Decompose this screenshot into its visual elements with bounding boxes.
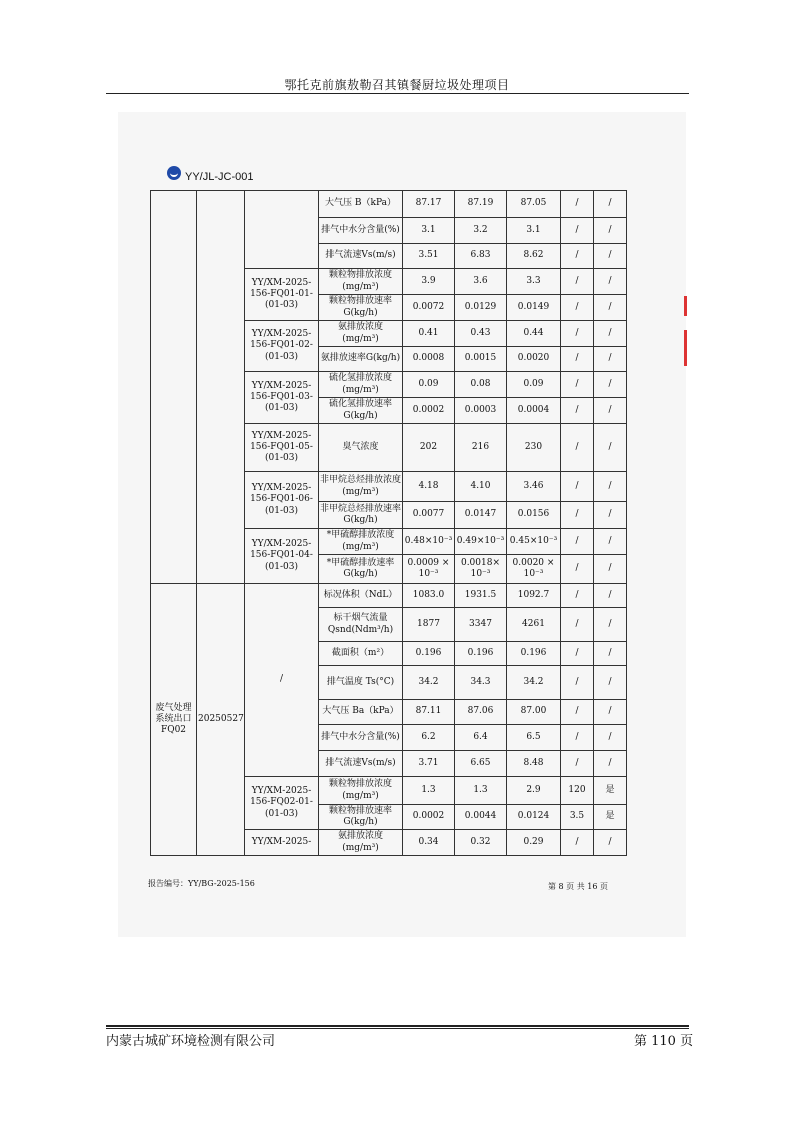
compliance-cell: / [594, 244, 627, 269]
compliance-cell: / [594, 642, 627, 666]
value-cell: 87.11 [403, 700, 455, 725]
limit-cell: / [561, 295, 594, 321]
limit-cell: / [561, 244, 594, 269]
value-cell: 4.18 [403, 472, 455, 502]
table-row [151, 191, 627, 218]
value-cell: 0.0020 × 10⁻³ [507, 555, 561, 584]
limit-cell: / [561, 398, 594, 424]
value-cell: 0.49×10⁻³ [455, 529, 507, 555]
compliance-cell: / [594, 398, 627, 424]
compliance-cell: / [594, 529, 627, 555]
compliance-cell: / [594, 372, 627, 398]
param-cell: 颗粒物排放速率G(kg/h) [319, 295, 403, 321]
compliance-cell: / [594, 584, 627, 608]
limit-cell: / [561, 700, 594, 725]
limit-cell: / [561, 218, 594, 244]
limit-cell: / [561, 608, 594, 642]
value-cell: 3.46 [507, 472, 561, 502]
value-cell: 0.0156 [507, 502, 561, 529]
param-cell: 排气中水分含量(%) [319, 218, 403, 244]
value-cell: 202 [403, 424, 455, 472]
table-row [151, 584, 627, 608]
compliance-cell: / [594, 555, 627, 584]
limit-cell: / [561, 751, 594, 777]
margin-stamp-mark [684, 330, 687, 366]
limit-cell: / [561, 830, 594, 856]
value-cell: 230 [507, 424, 561, 472]
limit-cell: / [561, 584, 594, 608]
compliance-cell: / [594, 725, 627, 751]
value-cell: 34.2 [403, 666, 455, 700]
value-cell: 0.0149 [507, 295, 561, 321]
value-cell: 6.83 [455, 244, 507, 269]
limit-cell: / [561, 321, 594, 347]
compliance-cell: / [594, 295, 627, 321]
footer-rule [106, 1025, 689, 1027]
param-cell: 颗粒物排放速率G(kg/h) [319, 805, 403, 830]
value-cell: 0.0124 [507, 805, 561, 830]
param-cell: 标干烟气流量Qsnd(Ndm³/h) [319, 608, 403, 642]
value-cell: 87.17 [403, 191, 455, 218]
sample-id-cell: YY/XM-2025-156-FQ01-05-(01-03) [245, 424, 319, 472]
value-cell: 0.0008 [403, 347, 455, 372]
compliance-cell: / [594, 751, 627, 777]
value-cell: 4261 [507, 608, 561, 642]
sample-id-cell: YY/XM-2025-156-FQ01-04-(01-03) [245, 529, 319, 584]
value-cell: 3.1 [507, 218, 561, 244]
compliance-cell: / [594, 347, 627, 372]
compliance-cell: / [594, 502, 627, 529]
param-cell: 颗粒物排放浓度(mg/m³) [319, 777, 403, 805]
value-cell: 6.2 [403, 725, 455, 751]
compliance-cell: / [594, 472, 627, 502]
value-cell: 6.4 [455, 725, 507, 751]
limit-cell: / [561, 555, 594, 584]
limit-cell: / [561, 725, 594, 751]
value-cell: 3.9 [403, 269, 455, 295]
compliance-cell: 是 [594, 805, 627, 830]
margin-stamp-mark [684, 296, 687, 316]
compliance-cell: / [594, 269, 627, 295]
value-cell: 3.6 [455, 269, 507, 295]
compliance-cell: 是 [594, 777, 627, 805]
value-cell: 87.05 [507, 191, 561, 218]
value-cell: 0.09 [403, 372, 455, 398]
value-cell: 8.62 [507, 244, 561, 269]
value-cell: 6.65 [455, 751, 507, 777]
value-cell: 0.09 [507, 372, 561, 398]
location-cell: 废气处理系统出口FQ02 [151, 584, 197, 856]
sample-id-cell: YY/XM-2025-156-FQ02-01-(01-03) [245, 777, 319, 830]
value-cell: 0.0072 [403, 295, 455, 321]
value-cell: 0.0147 [455, 502, 507, 529]
param-cell: 氨排放浓度(mg/m³) [319, 830, 403, 856]
param-cell: 氨排放浓度(mg/m³) [319, 321, 403, 347]
monitoring-data-table [150, 190, 627, 856]
param-cell: 排气中水分含量(%) [319, 725, 403, 751]
value-cell: 0.41 [403, 321, 455, 347]
value-cell: 3.51 [403, 244, 455, 269]
compliance-cell: / [594, 218, 627, 244]
param-cell: 排气流速Vs(m/s) [319, 244, 403, 269]
limit-cell: / [561, 269, 594, 295]
report-page-number: 第 8 页 共 16 页 [548, 882, 608, 891]
limit-cell: / [561, 529, 594, 555]
value-cell: 3.1 [403, 218, 455, 244]
compliance-cell: / [594, 191, 627, 218]
value-cell: 0.0077 [403, 502, 455, 529]
param-cell: 排气流速Vs(m/s) [319, 751, 403, 777]
value-cell: 0.29 [507, 830, 561, 856]
value-cell: 0.0003 [455, 398, 507, 424]
param-cell: 硫化氢排放浓度(mg/m³) [319, 372, 403, 398]
page-header: 鄂托克前旗敖勒召其镇餐厨垃圾处理项目 [284, 78, 510, 92]
value-cell: 1931.5 [455, 584, 507, 608]
location-cell [151, 191, 197, 584]
compliance-cell: / [594, 321, 627, 347]
value-cell: 1.3 [403, 777, 455, 805]
document-code: YY/JL-JC-001 [185, 171, 254, 183]
limit-cell: / [561, 666, 594, 700]
sample-id-cell: YY/XM-2025-156-FQ01-03-(01-03) [245, 372, 319, 424]
value-cell: 0.0002 [403, 398, 455, 424]
limit-cell: / [561, 502, 594, 529]
limit-cell: 3.5 [561, 805, 594, 830]
sample-id-cell: YY/XM-2025- [245, 830, 319, 856]
limit-cell: / [561, 372, 594, 398]
value-cell: 0.48×10⁻³ [403, 529, 455, 555]
compliance-cell: / [594, 608, 627, 642]
value-cell: 0.0129 [455, 295, 507, 321]
compliance-cell: / [594, 666, 627, 700]
param-cell: 氨排放速率G(kg/h) [319, 347, 403, 372]
value-cell: 216 [455, 424, 507, 472]
value-cell: 0.0004 [507, 398, 561, 424]
value-cell: 0.196 [455, 642, 507, 666]
param-cell: 大气压 B（kPa） [319, 191, 403, 218]
value-cell: 6.5 [507, 725, 561, 751]
value-cell: 0.43 [455, 321, 507, 347]
value-cell: 0.0020 [507, 347, 561, 372]
limit-cell: / [561, 191, 594, 218]
value-cell: 87.00 [507, 700, 561, 725]
sample-id-cell: YY/XM-2025-156-FQ01-01-(01-03) [245, 269, 319, 321]
param-cell: 排气温度 Ts(°C) [319, 666, 403, 700]
value-cell: 0.08 [455, 372, 507, 398]
value-cell: 34.2 [507, 666, 561, 700]
value-cell: 0.45×10⁻³ [507, 529, 561, 555]
limit-cell: / [561, 472, 594, 502]
value-cell: 0.44 [507, 321, 561, 347]
value-cell: 0.0002 [403, 805, 455, 830]
value-cell: 2.9 [507, 777, 561, 805]
compliance-cell: / [594, 424, 627, 472]
value-cell: 3.2 [455, 218, 507, 244]
value-cell: 0.0044 [455, 805, 507, 830]
value-cell: 3.71 [403, 751, 455, 777]
sample-id-cell: / [245, 584, 319, 777]
date-cell [197, 191, 245, 584]
date-cell: 20250527 [197, 584, 245, 856]
value-cell: 0.34 [403, 830, 455, 856]
value-cell: 8.48 [507, 751, 561, 777]
param-cell: *甲硫醇排放浓度(mg/m³) [319, 529, 403, 555]
value-cell: 0.0018× 10⁻³ [455, 555, 507, 584]
value-cell: 1092.7 [507, 584, 561, 608]
value-cell: 4.10 [455, 472, 507, 502]
limit-cell: 120 [561, 777, 594, 805]
company-name: 内蒙古城矿环境检测有限公司 [106, 1034, 276, 1049]
value-cell: 1083.0 [403, 584, 455, 608]
value-cell: 0.196 [507, 642, 561, 666]
param-cell: 非甲烷总烃排放浓度(mg/m³) [319, 472, 403, 502]
limit-cell: / [561, 424, 594, 472]
value-cell: 3.3 [507, 269, 561, 295]
value-cell: 34.3 [455, 666, 507, 700]
param-cell: 标况体积（NdL） [319, 584, 403, 608]
param-cell: 非甲烷总烃排放速率G(kg/h) [319, 502, 403, 529]
document-page-number: 第 110 页 [634, 1034, 694, 1049]
value-cell: 87.19 [455, 191, 507, 218]
compliance-cell: / [594, 830, 627, 856]
value-cell: 1.3 [455, 777, 507, 805]
param-cell: 截面积（m²） [319, 642, 403, 666]
limit-cell: / [561, 347, 594, 372]
sample-id-cell: YY/XM-2025-156-FQ01-06-(01-03) [245, 472, 319, 529]
value-cell: 0.0015 [455, 347, 507, 372]
value-cell: 87.06 [455, 700, 507, 725]
value-cell: 0.0009 × 10⁻³ [403, 555, 455, 584]
limit-cell: / [561, 642, 594, 666]
param-cell: 硫化氢排放速率G(kg/h) [319, 398, 403, 424]
sample-id-cell [245, 191, 319, 269]
footer-rule [106, 1028, 689, 1029]
report-number: 报告编号：YY/BG-2025-156 [148, 879, 255, 888]
param-cell: *甲硫醇排放速率G(kg/h) [319, 555, 403, 584]
value-cell: 0.32 [455, 830, 507, 856]
sample-id-cell: YY/XM-2025-156-FQ01-02-(01-03) [245, 321, 319, 372]
param-cell: 大气压 Ba（kPa） [319, 700, 403, 725]
value-cell: 3347 [455, 608, 507, 642]
value-cell: 0.196 [403, 642, 455, 666]
company-logo-icon [167, 166, 181, 180]
param-cell: 颗粒物排放浓度(mg/m³) [319, 269, 403, 295]
param-cell: 臭气浓度 [319, 424, 403, 472]
compliance-cell: / [594, 700, 627, 725]
header-rule [106, 93, 689, 94]
value-cell: 1877 [403, 608, 455, 642]
